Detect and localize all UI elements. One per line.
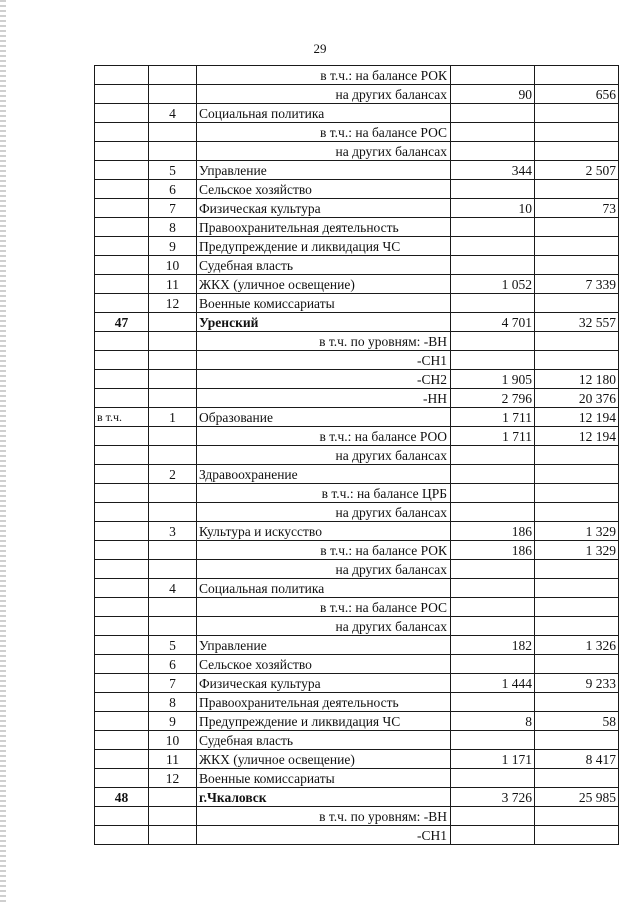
row-value-1 [451, 655, 535, 674]
row-item-name: ЖКХ (уличное освещение) [197, 275, 451, 294]
row-item-name: -СН2 [197, 370, 451, 389]
row-item-number: 6 [149, 180, 197, 199]
row-group-label [95, 275, 149, 294]
row-value-2: 58 [535, 712, 619, 731]
row-group-label: в т.ч. [95, 408, 149, 427]
row-item-name: на других балансах [197, 142, 451, 161]
row-value-1 [451, 484, 535, 503]
row-value-1 [451, 769, 535, 788]
row-item-name: в т.ч. по уровням: -ВН [197, 332, 451, 351]
row-value-2 [535, 218, 619, 237]
table-row [95, 541, 619, 560]
row-value-1 [451, 560, 535, 579]
row-group-label [95, 370, 149, 389]
row-item-name: Социальная политика [197, 104, 451, 123]
row-value-1 [451, 351, 535, 370]
row-value-1: 186 [451, 541, 535, 560]
row-item-name: -СН1 [197, 826, 451, 845]
row-item-number: 6 [149, 655, 197, 674]
row-item-number [149, 826, 197, 845]
row-item-name: Уренский [197, 313, 451, 332]
row-group-label [95, 750, 149, 769]
row-value-1: 344 [451, 161, 535, 180]
row-value-1 [451, 294, 535, 313]
row-value-1 [451, 256, 535, 275]
table-row [95, 617, 619, 636]
row-value-2: 12 180 [535, 370, 619, 389]
row-value-1: 1 052 [451, 275, 535, 294]
row-item-number [149, 541, 197, 560]
row-value-1 [451, 237, 535, 256]
row-group-label [95, 389, 149, 408]
row-district-code: 47 [95, 313, 149, 332]
row-value-2 [535, 446, 619, 465]
table-row [95, 579, 619, 598]
row-item-number [149, 389, 197, 408]
table-row [95, 256, 619, 275]
row-group-label [95, 617, 149, 636]
row-group-label [95, 693, 149, 712]
row-item-number [149, 66, 197, 85]
table-row [95, 636, 619, 655]
row-value-1: 90 [451, 85, 535, 104]
row-item-number: 7 [149, 674, 197, 693]
row-item-name: в т.ч.: на балансе РОК [197, 66, 451, 85]
table-row [95, 389, 619, 408]
row-item-number [149, 598, 197, 617]
row-item-number: 4 [149, 104, 197, 123]
row-value-2 [535, 237, 619, 256]
row-value-2: 20 376 [535, 389, 619, 408]
row-item-number: 5 [149, 161, 197, 180]
row-item-number: 9 [149, 237, 197, 256]
row-group-label [95, 636, 149, 655]
row-item-name: на других балансах [197, 446, 451, 465]
row-value-2: 1 326 [535, 636, 619, 655]
row-group-label [95, 579, 149, 598]
row-group-label [95, 826, 149, 845]
row-group-label [95, 769, 149, 788]
row-item-number [149, 123, 197, 142]
row-item-number [149, 788, 197, 807]
row-item-number: 11 [149, 275, 197, 294]
table-row [95, 351, 619, 370]
row-value-1 [451, 598, 535, 617]
row-value-1 [451, 503, 535, 522]
row-item-number [149, 313, 197, 332]
row-group-label [95, 484, 149, 503]
row-group-label [95, 655, 149, 674]
table-row [95, 484, 619, 503]
row-group-label [95, 199, 149, 218]
row-group-label [95, 446, 149, 465]
row-item-number: 9 [149, 712, 197, 731]
table-row [95, 731, 619, 750]
table-row [95, 66, 619, 85]
table-row [95, 712, 619, 731]
table-row [95, 446, 619, 465]
row-value-1 [451, 180, 535, 199]
row-group-label [95, 294, 149, 313]
row-item-name: Физическая культура [197, 199, 451, 218]
row-value-1: 8 [451, 712, 535, 731]
row-value-1 [451, 807, 535, 826]
table-row [95, 275, 619, 294]
row-group-label [95, 161, 149, 180]
table-row [95, 332, 619, 351]
row-group-label [95, 427, 149, 446]
row-value-1 [451, 332, 535, 351]
row-item-name: в т.ч.: на балансе РОК [197, 541, 451, 560]
row-item-number: 10 [149, 256, 197, 275]
row-item-name: на других балансах [197, 503, 451, 522]
row-group-label [95, 351, 149, 370]
row-item-number: 5 [149, 636, 197, 655]
row-value-1: 10 [451, 199, 535, 218]
row-value-1 [451, 218, 535, 237]
row-value-2 [535, 617, 619, 636]
row-value-2 [535, 294, 619, 313]
row-group-label [95, 465, 149, 484]
row-value-1: 182 [451, 636, 535, 655]
row-group-label [95, 541, 149, 560]
row-value-2 [535, 123, 619, 142]
table-row [95, 161, 619, 180]
row-value-2 [535, 484, 619, 503]
table-row [95, 218, 619, 237]
row-item-name: Здравоохранение [197, 465, 451, 484]
table-row [95, 370, 619, 389]
row-item-number: 12 [149, 294, 197, 313]
row-value-1: 4 701 [451, 313, 535, 332]
row-value-2: 656 [535, 85, 619, 104]
row-value-2: 32 557 [535, 313, 619, 332]
row-item-name: на других балансах [197, 617, 451, 636]
row-group-label [95, 142, 149, 161]
row-value-1 [451, 446, 535, 465]
row-group-label [95, 85, 149, 104]
row-value-2: 12 194 [535, 408, 619, 427]
table-row [95, 693, 619, 712]
row-value-2: 1 329 [535, 522, 619, 541]
table-row [95, 560, 619, 579]
row-value-2 [535, 503, 619, 522]
row-group-label [95, 712, 149, 731]
row-item-number: 11 [149, 750, 197, 769]
row-group-label [95, 731, 149, 750]
row-group-label [95, 560, 149, 579]
table-row [95, 788, 619, 807]
row-item-name: на других балансах [197, 560, 451, 579]
row-district-code: 48 [95, 788, 149, 807]
table-row [95, 294, 619, 313]
row-value-2 [535, 693, 619, 712]
row-group-label [95, 180, 149, 199]
table-row [95, 655, 619, 674]
table-row [95, 123, 619, 142]
row-value-2 [535, 332, 619, 351]
row-group-label [95, 237, 149, 256]
row-group-label [95, 503, 149, 522]
row-item-name: в т.ч.: на балансе РОС [197, 123, 451, 142]
budget-table [94, 65, 619, 845]
row-value-2: 9 233 [535, 674, 619, 693]
row-item-number [149, 370, 197, 389]
row-item-name: в т.ч.: на балансе ЦРБ [197, 484, 451, 503]
row-item-number [149, 446, 197, 465]
row-value-2 [535, 560, 619, 579]
table-row [95, 503, 619, 522]
row-value-2: 25 985 [535, 788, 619, 807]
row-item-number: 4 [149, 579, 197, 598]
table-row [95, 180, 619, 199]
row-value-1: 1 444 [451, 674, 535, 693]
row-item-name: Физическая культура [197, 674, 451, 693]
row-item-name: -НН [197, 389, 451, 408]
table-row [95, 313, 619, 332]
table-row [95, 142, 619, 161]
row-item-name: -СН1 [197, 351, 451, 370]
row-item-name: Культура и искусство [197, 522, 451, 541]
row-item-number: 1 [149, 408, 197, 427]
row-item-name: в т.ч.: на балансе РОО [197, 427, 451, 446]
row-item-number: 3 [149, 522, 197, 541]
row-item-number: 8 [149, 218, 197, 237]
row-value-2: 2 507 [535, 161, 619, 180]
row-value-2 [535, 351, 619, 370]
row-value-1: 1 711 [451, 427, 535, 446]
row-item-number [149, 85, 197, 104]
row-item-name: Предупреждение и ликвидация ЧС [197, 712, 451, 731]
row-item-name: Судебная власть [197, 731, 451, 750]
row-value-2 [535, 180, 619, 199]
table-body [95, 66, 619, 845]
row-group-label [95, 598, 149, 617]
page-number: 29 [313, 41, 327, 56]
row-value-2: 8 417 [535, 750, 619, 769]
row-item-number [149, 503, 197, 522]
row-item-name: Военные комиссариаты [197, 294, 451, 313]
row-value-2 [535, 655, 619, 674]
row-group-label [95, 218, 149, 237]
table-row [95, 807, 619, 826]
row-item-name: Предупреждение и ликвидация ЧС [197, 237, 451, 256]
row-item-name: г.Чкаловск [197, 788, 451, 807]
row-item-name: в т.ч.: на балансе РОС [197, 598, 451, 617]
row-value-2 [535, 104, 619, 123]
row-value-1: 2 796 [451, 389, 535, 408]
row-value-1 [451, 123, 535, 142]
row-item-name: Военные комиссариаты [197, 769, 451, 788]
row-value-1: 186 [451, 522, 535, 541]
table-row [95, 465, 619, 484]
row-value-1 [451, 731, 535, 750]
row-item-name: Управление [197, 636, 451, 655]
row-value-1 [451, 66, 535, 85]
row-group-label [95, 256, 149, 275]
row-item-number [149, 617, 197, 636]
row-item-number [149, 807, 197, 826]
row-item-number [149, 332, 197, 351]
row-value-2: 12 194 [535, 427, 619, 446]
row-item-name: Сельское хозяйство [197, 655, 451, 674]
row-value-2: 1 329 [535, 541, 619, 560]
row-item-number: 2 [149, 465, 197, 484]
row-group-label [95, 522, 149, 541]
row-group-label [95, 104, 149, 123]
row-value-1 [451, 142, 535, 161]
row-value-2 [535, 579, 619, 598]
row-item-name: на других балансах [197, 85, 451, 104]
row-value-1: 1 711 [451, 408, 535, 427]
table-row [95, 826, 619, 845]
row-item-number: 8 [149, 693, 197, 712]
row-item-name: Управление [197, 161, 451, 180]
scan-edge-artifact [0, 0, 6, 905]
row-item-number [149, 560, 197, 579]
row-item-number [149, 351, 197, 370]
row-value-2 [535, 769, 619, 788]
table-row [95, 104, 619, 123]
table-row [95, 85, 619, 104]
table-row [95, 408, 619, 427]
row-item-number [149, 427, 197, 446]
row-value-2: 73 [535, 199, 619, 218]
row-value-1 [451, 104, 535, 123]
row-group-label [95, 674, 149, 693]
row-item-name: в т.ч. по уровням: -ВН [197, 807, 451, 826]
row-group-label [95, 123, 149, 142]
row-item-number: 7 [149, 199, 197, 218]
row-value-1: 1 171 [451, 750, 535, 769]
row-item-number: 10 [149, 731, 197, 750]
row-item-name: Образование [197, 408, 451, 427]
row-value-1 [451, 465, 535, 484]
table-row [95, 522, 619, 541]
table-row [95, 237, 619, 256]
row-item-name: ЖКХ (уличное освещение) [197, 750, 451, 769]
row-group-label [95, 66, 149, 85]
row-value-2 [535, 826, 619, 845]
row-item-name: Правоохранительная деятельность [197, 218, 451, 237]
row-item-name: Правоохранительная деятельность [197, 693, 451, 712]
table-row [95, 750, 619, 769]
row-group-label [95, 332, 149, 351]
table-row [95, 427, 619, 446]
row-value-1: 1 905 [451, 370, 535, 389]
row-value-2 [535, 731, 619, 750]
row-value-2: 7 339 [535, 275, 619, 294]
row-group-label [95, 807, 149, 826]
table-row [95, 674, 619, 693]
row-value-1 [451, 617, 535, 636]
row-value-2 [535, 142, 619, 161]
row-value-2 [535, 66, 619, 85]
row-value-2 [535, 256, 619, 275]
row-item-number [149, 142, 197, 161]
table-row [95, 199, 619, 218]
row-item-name: Социальная политика [197, 579, 451, 598]
row-value-1: 3 726 [451, 788, 535, 807]
table-row [95, 598, 619, 617]
table-row [95, 769, 619, 788]
row-value-2 [535, 807, 619, 826]
row-item-name: Судебная власть [197, 256, 451, 275]
row-item-number: 12 [149, 769, 197, 788]
row-value-2 [535, 465, 619, 484]
row-value-1 [451, 579, 535, 598]
row-value-1 [451, 826, 535, 845]
row-value-2 [535, 598, 619, 617]
row-item-number [149, 484, 197, 503]
row-item-name: Сельское хозяйство [197, 180, 451, 199]
row-value-1 [451, 693, 535, 712]
